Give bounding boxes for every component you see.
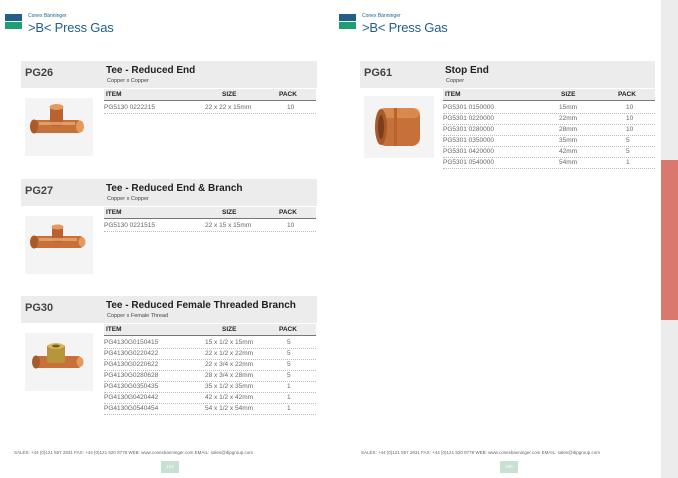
row-pack: 10 — [287, 104, 295, 111]
table-header — [104, 207, 316, 219]
product-title: Stop End — [445, 65, 489, 76]
row-pack: 5 — [287, 361, 291, 368]
row-item: PG5301 0220000 — [443, 115, 494, 122]
row-item: PG5301 0540000 — [443, 159, 494, 166]
table-header — [104, 89, 316, 101]
logo-brand: >B< Press Gas — [28, 20, 114, 35]
row-size: 22 x 3/4 x 22mm — [205, 361, 254, 368]
row-size: 35 x 1/2 x 35mm — [205, 383, 254, 390]
logo-brand: >B< Press Gas — [362, 20, 448, 35]
table-header — [104, 324, 316, 336]
product-code: PG26 — [25, 67, 54, 79]
row-size: 28 x 3/4 x 28mm — [205, 372, 254, 379]
section-header — [360, 61, 655, 88]
row-size: 42 x 1/2 x 42mm — [205, 394, 254, 401]
product-code: PG30 — [25, 302, 54, 314]
product-title: Tee - Reduced End & Branch — [106, 183, 243, 194]
col-size: SIZE — [222, 326, 237, 333]
col-pack: PACK — [279, 209, 297, 216]
row-pack: 5 — [287, 350, 291, 357]
row-size: 22 x 22 x 15mm — [205, 104, 252, 111]
table-row — [443, 157, 655, 169]
table-row — [104, 403, 316, 415]
row-pack: 10 — [287, 222, 295, 229]
product-title: Tee - Reduced Female Threaded Branch — [106, 300, 296, 311]
row-size: 15mm — [559, 104, 578, 111]
row-size: 28mm — [559, 126, 578, 133]
row-item: PG4130G0350435 — [104, 383, 159, 390]
row-item: PG5130 0221515 — [104, 222, 155, 229]
row-pack: 10 — [626, 115, 634, 122]
row-item: PG4130G0150415 — [104, 339, 159, 346]
page-number: 104 — [161, 461, 179, 473]
row-pack: 1 — [626, 159, 630, 166]
product-subtitle: Copper x Copper — [107, 196, 149, 202]
row-item: PG4130G0280628 — [104, 372, 159, 379]
product-subtitle: Copper x Copper — [107, 78, 149, 84]
row-item: PG5301 0350000 — [443, 137, 494, 144]
row-size: 35mm — [559, 137, 578, 144]
row-pack: 5 — [626, 148, 630, 155]
product-code: PG61 — [364, 67, 393, 79]
product-subtitle: Copper x Female Thread — [107, 313, 169, 319]
table-row — [104, 102, 316, 114]
row-size: 22 x 1/2 x 22mm — [205, 350, 254, 357]
row-item: PG4130G0420442 — [104, 394, 159, 401]
tee-female-threaded-branch-image — [25, 333, 93, 391]
section-edge-strip — [661, 0, 678, 478]
row-item: PG5301 0420000 — [443, 148, 494, 155]
row-item: PG5130 0222215 — [104, 104, 155, 111]
logo-maker: Conex Bänninger — [362, 13, 401, 19]
product-code: PG27 — [25, 185, 54, 197]
section-tab-marker — [661, 160, 678, 320]
row-item: PG5301 0150000 — [443, 104, 494, 111]
row-pack: 10 — [626, 126, 634, 133]
product-title: Tee - Reduced End — [106, 65, 196, 76]
row-size: 54 x 1/2 x 54mm — [205, 405, 254, 412]
row-pack: 1 — [287, 394, 291, 401]
logo-maker: Conex Bänninger — [28, 13, 67, 19]
col-size: SIZE — [561, 91, 576, 98]
table-header — [443, 89, 655, 101]
row-pack: 10 — [626, 104, 634, 111]
col-pack: PACK — [279, 326, 297, 333]
col-item: ITEM — [106, 209, 122, 216]
col-item: ITEM — [445, 91, 461, 98]
right-page — [339, 0, 661, 478]
row-pack: 1 — [287, 383, 291, 390]
row-item: PG4130G0220622 — [104, 361, 159, 368]
table-row — [104, 220, 316, 232]
col-size: SIZE — [222, 209, 237, 216]
row-pack: 5 — [626, 137, 630, 144]
row-item: PG5301 0280000 — [443, 126, 494, 133]
section-header — [21, 61, 317, 88]
row-item: PG4130G0220422 — [104, 350, 159, 357]
row-size: 22 x 15 x 15mm — [205, 222, 252, 229]
col-pack: PACK — [279, 91, 297, 98]
footer-contact: SALES: +44 (0)121 557 2831 FAX: +44 (0)121 520 8778 WEB: www.conexbanninger.com EMAIL: sales@ibpgroup.com — [14, 450, 253, 455]
col-pack: PACK — [618, 91, 636, 98]
page-number: 105 — [500, 461, 518, 473]
logo-mark-icon — [5, 14, 22, 34]
row-item: PG4130G0540454 — [104, 405, 159, 412]
tee-reduced-end-branch-image — [25, 216, 93, 274]
col-size: SIZE — [222, 91, 237, 98]
logo-mark-icon — [339, 14, 356, 34]
section-header — [21, 296, 317, 323]
row-pack: 5 — [287, 339, 291, 346]
footer-contact: SALES: +44 (0)121 557 2831 FAX: +44 (0)121 520 8778 WEB: www.conexbanninger.com EMAIL: sales@ibpgroup.com — [361, 450, 600, 455]
section-header — [21, 179, 317, 206]
stop-end-image — [364, 96, 434, 158]
row-size: 22mm — [559, 115, 578, 122]
row-size: 15 x 1/2 x 15mm — [205, 339, 254, 346]
col-item: ITEM — [106, 91, 122, 98]
row-size: 54mm — [559, 159, 578, 166]
product-subtitle: Copper — [446, 78, 465, 84]
row-size: 42mm — [559, 148, 578, 155]
row-pack: 1 — [287, 405, 291, 412]
col-item: ITEM — [106, 326, 122, 333]
tee-reduced-end-image — [25, 98, 93, 156]
row-pack: 5 — [287, 372, 291, 379]
